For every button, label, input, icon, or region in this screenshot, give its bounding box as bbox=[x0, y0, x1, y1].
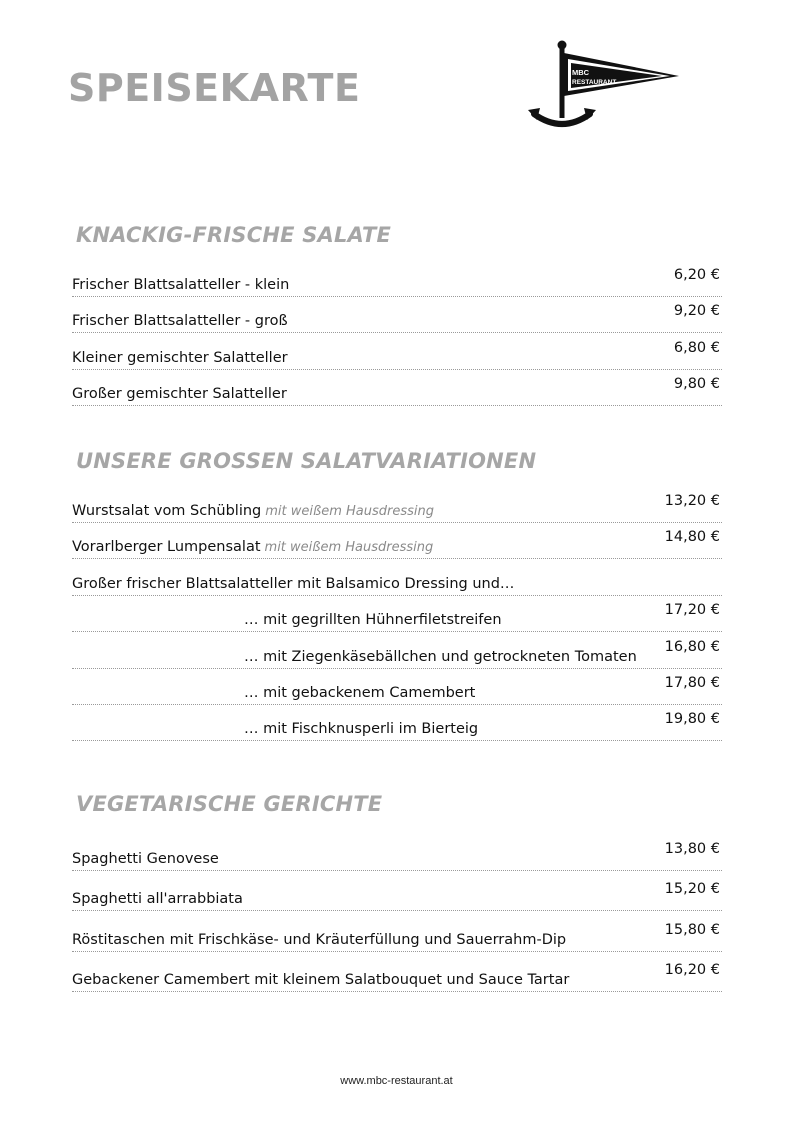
item-price: 15,80 € bbox=[664, 922, 720, 938]
section-title-salate: KNACKIG-FRISCHE SALATE bbox=[76, 223, 392, 247]
item-price: 16,80 € bbox=[664, 639, 720, 655]
menu-item bbox=[72, 962, 722, 992]
page-title: SPEISEKARTE bbox=[68, 66, 361, 110]
item-name: … mit gegrillten Hühnerfiletstreifen bbox=[244, 612, 502, 628]
menu-item bbox=[72, 267, 722, 297]
menu-item bbox=[72, 303, 722, 333]
item-note: mit weißem Hausdressing bbox=[265, 504, 434, 519]
item-price: 16,20 € bbox=[664, 962, 720, 978]
item-name: Frischer Blattsalatteller - klein bbox=[72, 277, 290, 293]
item-name: … mit Ziegenkäsebällchen und getrockneten Tomaten bbox=[244, 649, 637, 665]
item-name: Röstitaschen mit Frischkäse- und Kräuterfüllung und Sauerrahm-Dip bbox=[72, 932, 567, 948]
item-price: 15,20 € bbox=[664, 881, 720, 897]
footer-url: www.mbc-restaurant.at bbox=[340, 1075, 453, 1087]
menu-item bbox=[72, 922, 722, 952]
menu-item bbox=[72, 602, 722, 632]
item-price: 14,80 € bbox=[664, 529, 720, 545]
logo-text-line1: MBC bbox=[572, 68, 590, 77]
item-name: Spaghetti Genovese bbox=[72, 851, 219, 867]
item-price: 9,20 € bbox=[673, 303, 720, 319]
item-price: 6,80 € bbox=[673, 340, 720, 356]
item-name: Vorarlberger Lumpensalat bbox=[72, 539, 261, 555]
menu-item bbox=[72, 711, 722, 741]
item-name: Gebackener Camembert mit kleinem Salatbouquet und Sauce Tartar bbox=[72, 972, 570, 988]
item-note: mit weißem Hausdressing bbox=[264, 540, 434, 555]
menu-item bbox=[72, 841, 722, 871]
item-name: Großer gemischter Salatteller bbox=[72, 386, 287, 402]
item-price: 19,80 € bbox=[664, 711, 720, 727]
item-name: … mit Fischknusperli im Bierteig bbox=[244, 721, 479, 737]
item-name: Kleiner gemischter Salatteller bbox=[72, 350, 288, 366]
item-price: 17,80 € bbox=[664, 675, 720, 691]
item-price: 13,80 € bbox=[664, 841, 720, 857]
item-price: 6,20 € bbox=[673, 267, 720, 283]
menu-item bbox=[72, 529, 722, 559]
item-name: Großer frischer Blattsalatteller mit Balsamico Dressing und… bbox=[72, 576, 515, 592]
item-name: Spaghetti all'arrabbiata bbox=[72, 891, 243, 907]
logo-text-line2: RESTAURANT bbox=[572, 79, 617, 86]
menu-item bbox=[72, 569, 722, 596]
section-title-vegetarisch: VEGETARISCHE GERICHTE bbox=[76, 792, 383, 816]
menu-item bbox=[72, 493, 722, 523]
menu-item bbox=[72, 376, 722, 406]
item-price: 13,20 € bbox=[664, 493, 720, 509]
item-name: Wurstsalat vom Schübling bbox=[72, 503, 262, 519]
item-name: … mit gebackenem Camembert bbox=[244, 685, 476, 701]
menu-item bbox=[72, 675, 722, 705]
item-price: 9,80 € bbox=[673, 376, 720, 392]
menu-item bbox=[72, 340, 722, 370]
section-title-salatvariationen: UNSERE GROSSEN SALATVARIATIONEN bbox=[76, 449, 537, 473]
menu-item bbox=[72, 639, 722, 669]
item-price: 17,20 € bbox=[664, 602, 720, 618]
menu-item bbox=[72, 881, 722, 911]
item-name: Frischer Blattsalatteller - groß bbox=[72, 313, 288, 329]
anchor-flag-logo-icon bbox=[524, 38, 684, 134]
